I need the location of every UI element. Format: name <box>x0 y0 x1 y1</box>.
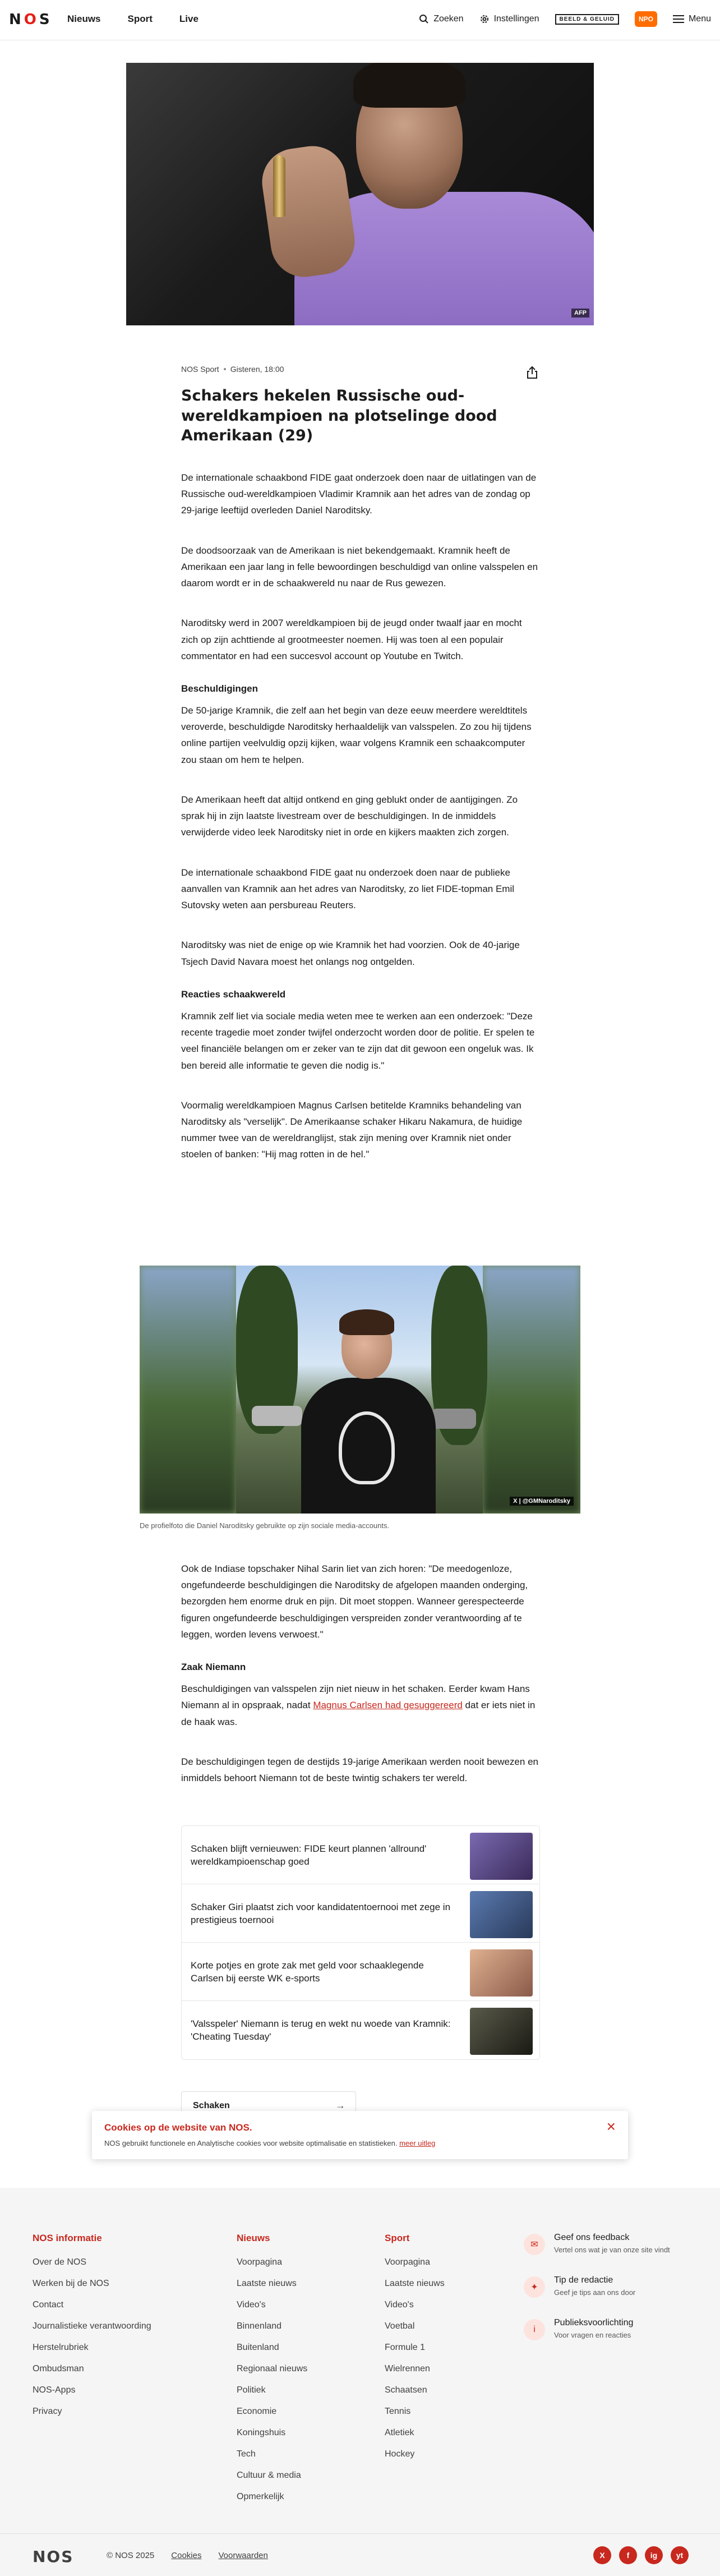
related-thumbnail <box>470 2008 533 2055</box>
article-meta <box>181 365 540 374</box>
section-heading: Reacties schaakwereld <box>181 988 286 1000</box>
logo-letter-s: S <box>39 11 50 28</box>
arrow-right-icon: → <box>335 2100 345 2111</box>
footer-col-news <box>237 2233 307 2508</box>
copyright: © NOS 2025 <box>107 2551 155 2560</box>
contact-title: Tip de redactie <box>554 2275 613 2285</box>
share-icon[interactable] <box>524 365 540 380</box>
article-paragraph: Ook de Indiase topschaker Nihal Sarin liet van zich horen: "De meedogenloze, ongefundeerde beschuldigingen die Naroditsky de afgelopen maanden onderging, bezorgden hem enorme druk en pijn. Dit moet stoppen. Wanneer gerespecteerde figuren ongefundeerde beschuldigingen verspreiden zonder verantwoording af te leggen, worden levens verwoest." <box>181 1563 528 1640</box>
lightbulb-icon: ✦ <box>524 2276 545 2298</box>
chess-piece <box>273 155 285 217</box>
footer-link[interactable]: Koningshuis <box>237 2428 286 2437</box>
footer-link[interactable]: NOS-Apps <box>33 2385 76 2395</box>
article-date: Gisteren, 18:00 <box>230 365 284 374</box>
related-thumbnail <box>470 1949 533 1997</box>
contact-title: Publieksvoorlichting <box>554 2318 634 2327</box>
photo-caption: De profielfoto die Daniel Naroditsky gebruikte op zijn sociale media-accounts. <box>140 1521 390 1530</box>
footer-link[interactable]: Privacy <box>33 2407 62 2416</box>
related-articles <box>181 1825 540 2060</box>
footer-link[interactable]: Atletiek <box>385 2428 414 2437</box>
cookie-body: NOS gebruikt functionele en Analytische cookies voor website optimalisatie en statistieken. <box>104 2139 398 2147</box>
article-paragraph: Naroditsky werd in 2007 wereldkampioen bij de jeugd onder twaalf jaar en mocht zich op zijn achttiende al grootmeester noemen. Hij was toen al een populair commentator en had een succesvol account op Youtube en Twitch. <box>181 618 522 661</box>
related-article[interactable] <box>182 2001 539 2059</box>
photo-tshirt-print <box>339 1411 395 1484</box>
close-icon[interactable]: × <box>606 2118 616 2135</box>
footer-link[interactable]: Politiek <box>237 2385 266 2395</box>
photo-blur-right <box>483 1266 580 1514</box>
cookie-title: Cookies op de website van NOS. <box>104 2122 252 2133</box>
footer-link[interactable]: Formule 1 <box>385 2343 426 2352</box>
x-icon[interactable]: X <box>593 2546 611 2564</box>
paragraph-text: dat er iets niet in de haak was. <box>181 1700 536 1727</box>
menu-button[interactable] <box>673 14 711 24</box>
nav-nieuws[interactable]: Nieuws <box>67 13 101 24</box>
footer-link[interactable]: Herstelrubriek <box>33 2343 89 2352</box>
footer-link[interactable]: Over de NOS <box>33 2257 87 2267</box>
article-body <box>181 365 540 1163</box>
article-paragraph: De internationale schaakbond FIDE gaat nu onderzoek doen naar de publieke aanvallen van Kramnik aan het adres van Naroditsky, zo liet FIDE-topman Emil Sutovsky weten aan persbureau Reuters. <box>181 867 515 911</box>
info-icon: i <box>524 2319 545 2340</box>
photo-car <box>252 1406 302 1426</box>
cookies-link[interactable]: Cookies <box>171 2551 202 2560</box>
footer-link[interactable]: Binnenland <box>237 2321 282 2331</box>
header-actions <box>419 11 711 27</box>
footer-logo[interactable]: NOS <box>33 2547 74 2566</box>
article-title: Schakers hekelen Russische oud-wereldkampioen na plotselinge dood Amerikaan (29) <box>181 387 497 445</box>
article-paragraph: De beschuldigingen tegen de destijds 19-jarige Amerikaan werden nooit bewezen en inmiddels behoort Niemann tot de beste twintig schakers ter wereld. <box>181 1756 538 1784</box>
meta-separator <box>224 368 226 370</box>
contact-subtitle: Vertel ons wat je van onze site vindt <box>554 2246 670 2254</box>
footer-link[interactable]: Schaatsen <box>385 2385 427 2395</box>
article-body-continued <box>181 1537 540 1786</box>
related-article[interactable] <box>182 1826 539 1884</box>
related-title: Schaker Giri plaatst zich voor kandidatentoernooi met zege in prestigieus toernooi <box>191 1902 451 1925</box>
topic-tag-label: Schaken <box>193 2101 230 2110</box>
article-paragraph: Voormalig wereldkampioen Magnus Carlsen betitelde Kramniks behandeling van Naroditsky als "verselijk". De Amerikaanse schaker Hikaru Nakamura, de huidige nummer twee van de wereldranglijst, stak zijn mening over Kramnik niet onder stoelen of banken: "Hij mag rotten in de hel." <box>181 1100 523 1160</box>
nav-live[interactable]: Live <box>179 13 199 24</box>
footer-link[interactable]: Opmerkelijk <box>237 2492 284 2501</box>
settings-label: Instellingen <box>493 14 539 24</box>
footer-link[interactable]: Voorpagina <box>385 2257 430 2267</box>
footer-link[interactable]: Economie <box>237 2407 277 2416</box>
footer-link[interactable]: Journalistieke verantwoording <box>33 2321 151 2331</box>
photo-hair <box>339 1309 394 1335</box>
footer-link[interactable]: Laatste nieuws <box>237 2279 297 2288</box>
facebook-icon[interactable]: f <box>619 2546 637 2564</box>
logo-letter-n: N <box>9 11 22 28</box>
footer-link[interactable]: Tennis <box>385 2407 411 2416</box>
tip-link[interactable] <box>524 2275 692 2318</box>
hamburger-icon <box>673 15 684 24</box>
top-navigation-bar <box>0 0 720 40</box>
public-info-link[interactable] <box>524 2318 692 2361</box>
site-footer <box>0 2188 720 2576</box>
cookie-more-link[interactable]: meer uitleg <box>399 2139 436 2147</box>
social-links <box>593 2546 689 2564</box>
hero-hair <box>353 63 465 108</box>
footer-link[interactable]: Ombudsman <box>33 2364 84 2373</box>
article-paragraph <box>181 1681 540 1730</box>
footer-link[interactable]: Cultuur & media <box>237 2471 301 2480</box>
main-nav <box>67 13 199 25</box>
contact-subtitle: Voor vragen en reacties <box>554 2331 631 2339</box>
hero-credit: AFP <box>571 309 589 318</box>
search-label: Zoeken <box>433 14 464 24</box>
related-article[interactable] <box>182 1884 539 1943</box>
partner-badge[interactable]: BEELD & GELUID <box>555 14 619 25</box>
nos-logo[interactable] <box>9 11 50 28</box>
footer-legal <box>107 2551 268 2560</box>
article-paragraph: Kramnik zelf liet via sociale media weten mee te werken aan een onderzoek: "Deze recente tragedie moet zonder twijfel onderzocht worden door de politie. Er spelen te veel financiële belangen om er zeker van te zijn dat dit gewoon een ongeluk was. Ik ben bereid alle informatie te geven die nodig is." <box>181 1010 535 1071</box>
npo-logo[interactable]: NPO <box>635 11 657 27</box>
section-heading: Zaak Niemann <box>181 1662 246 1673</box>
footer-link[interactable]: Video's <box>237 2300 266 2310</box>
footer-heading: NOS informatie <box>33 2233 102 2243</box>
footer-col-info <box>33 2233 151 2422</box>
hero-image <box>126 63 594 325</box>
footer-link[interactable]: Voetbal <box>385 2321 415 2331</box>
settings-button[interactable] <box>479 14 539 24</box>
carlsen-link[interactable]: Magnus Carlsen had gesuggereerd <box>313 1700 463 1711</box>
footer-link[interactable]: Wielrennen <box>385 2364 430 2373</box>
related-title: 'Valsspeler' Niemann is terug en wekt nu woede van Kramnik: 'Cheating Tuesday' <box>191 2018 451 2042</box>
footer-heading: Sport <box>385 2233 410 2243</box>
article-paragraph: Naroditsky was niet de enige op wie Kramnik het had voorzien. Ook de 40-jarige Tsjech David Navara moest het onlangs nog ontgelden. <box>181 940 520 967</box>
footer-link[interactable]: Laatste nieuws <box>385 2279 445 2288</box>
contact-subtitle: Geef je tips aan ons door <box>554 2288 636 2297</box>
related-title: Korte potjes en grote zak met geld voor schaaklegende Carlsen bij eerste WK e-sports <box>191 1960 424 1984</box>
photo-credit: X | @GMNaroditsky <box>510 1497 574 1506</box>
feedback-link[interactable] <box>524 2233 692 2275</box>
article-paragraph: De doodsoorzaak van de Amerikaan is niet bekendgemaakt. Kramnik heeft de Amerikaan een jaar lang in felle bewoordingen beschuldigd van online valsspelen en daarom wordt er in de schaakwereld nu naar de Rus gewezen. <box>181 545 538 589</box>
related-title: Schaken blijft vernieuwen: FIDE keurt plannen 'allround' wereldkampioenschap goed <box>191 1843 427 1867</box>
photo-blur-left <box>140 1266 236 1514</box>
footer-link[interactable]: Regionaal nieuws <box>237 2364 308 2373</box>
footer-heading: Nieuws <box>237 2233 270 2243</box>
article-paragraph: De 50-jarige Kramnik, die zelf aan het begin van deze eeuw meerdere wereldtitels veroverde, beschuldigde Naroditsky herhaaldelijk van valsspelen. Zo zou hij tijdens online partijen veelvuldig opzij kijken, waar volgens Kramnik een schaakcomputer zou staan om hem te helpen. <box>181 705 532 765</box>
search-button[interactable] <box>419 14 463 24</box>
related-thumbnail <box>470 1833 533 1880</box>
logo-letter-o: O <box>24 11 37 28</box>
footer-link[interactable]: Video's <box>385 2300 414 2310</box>
youtube-icon[interactable]: yt <box>671 2546 689 2564</box>
chat-icon: ✉ <box>524 2234 545 2255</box>
cookie-text <box>104 2139 435 2147</box>
footer-link[interactable]: Buitenland <box>237 2343 279 2352</box>
footer-link[interactable]: Werken bij de NOS <box>33 2279 109 2288</box>
footer-link[interactable]: Contact <box>33 2300 64 2310</box>
footer-bottom <box>0 2533 720 2576</box>
article-paragraph: De Amerikaan heeft dat altijd ontkend en ging geblukt onder de aantijgingen. Zo sprak hij in zijn laatste livestream over de beschuldigingen. In de inmiddels verwijderde video leek Naroditsky niet in orde en kijkers maakten zich zorgen. <box>181 794 518 838</box>
search-icon <box>419 14 429 24</box>
menu-label: Menu <box>688 14 711 24</box>
photo-car <box>431 1409 476 1429</box>
instagram-icon[interactable]: ig <box>645 2546 663 2564</box>
footer-link[interactable]: Voorpagina <box>237 2257 282 2267</box>
related-article[interactable] <box>182 1943 539 2001</box>
related-thumbnail <box>470 1891 533 1938</box>
article-paragraph: De internationale schaakbond FIDE gaat onderzoek doen naar de uitlatingen van de Russische oud-wereldkampioen Vladimir Kramnik aan het adres van de zondag op 29-jarige leeftijd overleden Daniel Naroditsky. <box>181 472 537 516</box>
contact-title: Geef ons feedback <box>554 2233 630 2242</box>
cookie-banner <box>92 2111 628 2159</box>
footer-link[interactable]: Tech <box>237 2449 256 2459</box>
footer-link[interactable]: Hockey <box>385 2449 415 2459</box>
footer-contact <box>524 2233 692 2361</box>
paragraph-text: Beschuldigingen van valsspelen zijn niet nieuw in het schaken. Eerder kwam Hans Niemann al in opspraak, nadat <box>181 1683 530 1711</box>
article-source: NOS Sport <box>181 365 219 374</box>
terms-link[interactable]: Voorwaarden <box>218 2551 268 2560</box>
nav-sport[interactable]: Sport <box>127 13 153 24</box>
footer-col-sport <box>385 2233 445 2465</box>
gear-icon <box>479 14 490 24</box>
section-heading: Beschuldigingen <box>181 683 258 694</box>
naroditsky-photo <box>140 1266 580 1514</box>
